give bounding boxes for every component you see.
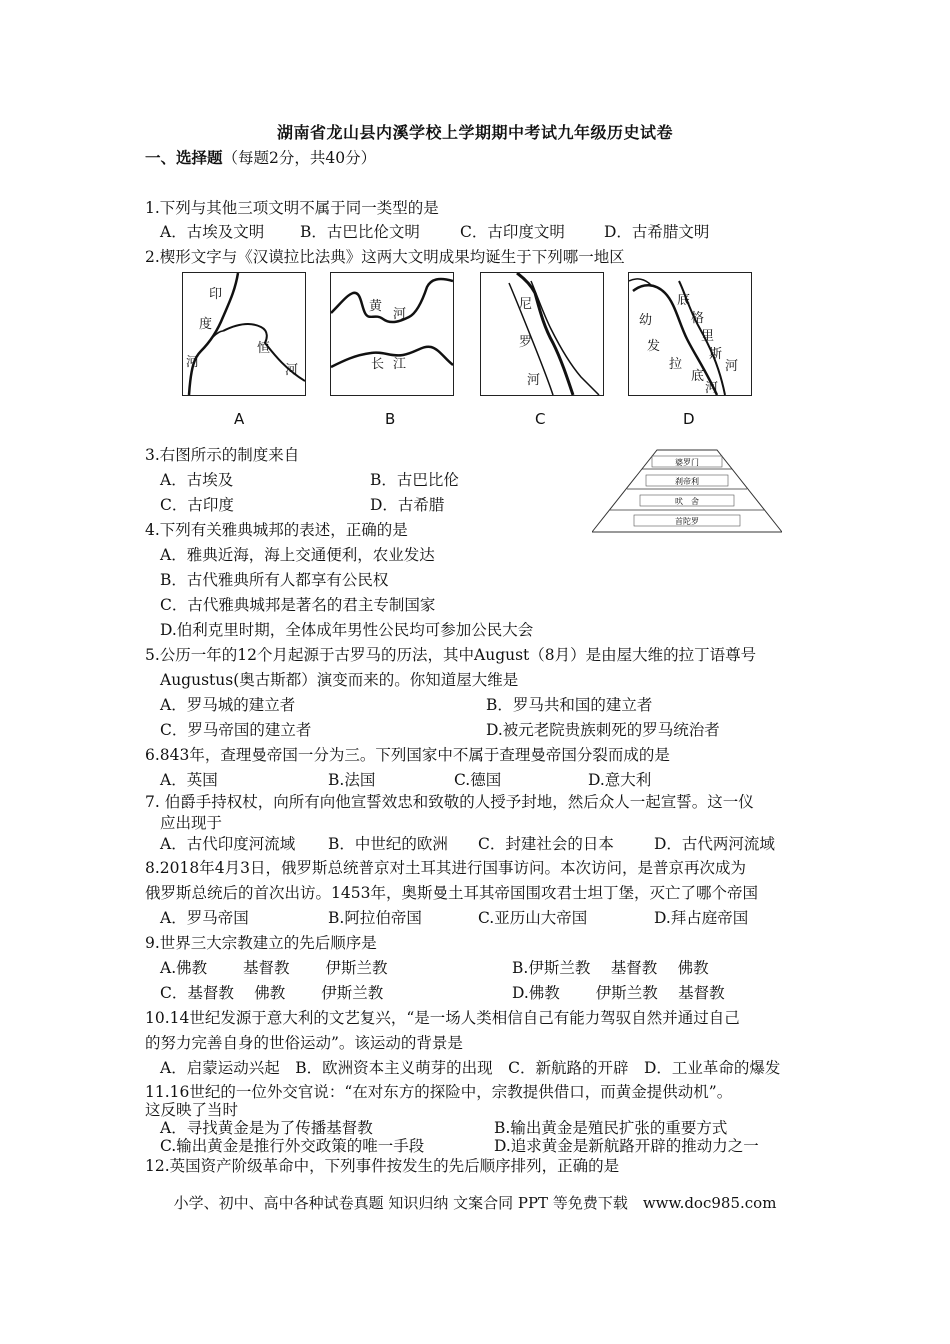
q7-stem-line1: 7. 伯爵手持权杖，向所有向他宣誓效忠和致敬的人授予封地，然后众人一起宣誓。这一仪 bbox=[145, 793, 754, 811]
map-d-label-3: 里 bbox=[701, 329, 715, 344]
q8-stem-line2: 俄罗斯总统后的首次出访。1453年，奥斯曼土耳其帝国围攻君士坦丁堡，灭亡了哪个帝国 bbox=[145, 884, 758, 902]
q4-option-c: C．古代雅典城邦是著名的君主专制国家 bbox=[160, 596, 436, 614]
q7-option-a: A．古代印度河流域 bbox=[160, 835, 296, 853]
q3-option-c: C．古印度 bbox=[160, 496, 234, 514]
q10-options: A．启蒙运动兴起 B．欧洲资本主义萌芽的出现 C．新航路的开辟 D．工业革命的爆发 bbox=[160, 1059, 781, 1077]
map-d-label-5: 河 bbox=[725, 359, 739, 374]
page-footer: 小学、初中、高中各种试卷真题 知识归纳 文案合同 PPT 等免费下载 www.doc985.com bbox=[173, 1194, 777, 1212]
q1-option-b: B．古巴比伦文明 bbox=[300, 223, 420, 241]
map-d-label-4: 斯 bbox=[709, 347, 723, 362]
q6-option-d: D.意大利 bbox=[588, 771, 652, 789]
q12-stem: 12.英国资产阶级革命中，下列事件按发生的先后顺序排列，正确的是 bbox=[145, 1157, 620, 1175]
map-a-label-5: 河 bbox=[285, 363, 299, 378]
q4-stem: 4.下列有关雅典城邦的表述，正确的是 bbox=[145, 521, 408, 539]
pyramid-level-2: 刹帝利 bbox=[675, 477, 699, 486]
map-c-label-1: 尼 bbox=[519, 297, 533, 312]
q8-option-c: C.亚历山大帝国 bbox=[478, 909, 588, 927]
q7-option-c: C．封建社会的日本 bbox=[478, 835, 614, 853]
q11-option-a: A．寻找黄金是为了传播基督教 bbox=[160, 1119, 373, 1137]
map-a-label-2: 度 bbox=[199, 317, 213, 332]
q10-stem-line2: 的努力完善自身的世俗运动”。该运动的背景是 bbox=[145, 1034, 463, 1052]
map-d-label-1: 底 bbox=[677, 293, 691, 308]
map-d-label-10: 河 bbox=[705, 381, 719, 396]
q3-option-b: B．古巴比伦 bbox=[370, 471, 459, 489]
q5-stem-line2: Augustus(奥古斯都）演变而来的。你知道屋大维是 bbox=[160, 671, 519, 689]
map-b-label-1: 黄 bbox=[369, 299, 383, 314]
q9-option-b: B.伊斯兰教 基督教 佛教 bbox=[512, 959, 709, 977]
q6-stem: 6.843年，查理曼帝国一分为三。下列国家中不属于查理曼帝国分裂而成的是 bbox=[145, 746, 670, 764]
map-d-label-8: 拉 bbox=[669, 357, 683, 372]
q4-option-b: B．古代雅典所有人都享有公民权 bbox=[160, 571, 389, 589]
pyramid-level-3: 吠 舍 bbox=[675, 497, 699, 506]
q3-option-d: D．古希腊 bbox=[370, 496, 445, 514]
section-label: 一、选择题 bbox=[145, 148, 223, 167]
q5-option-b: B．罗马共和国的建立者 bbox=[486, 696, 653, 714]
q8-option-a: A．罗马帝国 bbox=[160, 909, 249, 927]
q9-stem: 9.世界三大宗教建立的先后顺序是 bbox=[145, 934, 377, 952]
map-c-river-icon bbox=[481, 273, 603, 395]
map-d bbox=[628, 272, 752, 396]
q5-option-c: C．罗马帝国的建立者 bbox=[160, 721, 312, 739]
map-b-label-2: 河 bbox=[393, 307, 407, 322]
map-a-label-3: 河 bbox=[186, 355, 200, 370]
q11-option-c: C.输出黄金是推行外交政策的唯一手段 bbox=[160, 1137, 425, 1155]
page-title: 湖南省龙山县内溪学校上学期期中考试九年级历史试卷 bbox=[276, 123, 673, 142]
q2-maps bbox=[180, 272, 760, 432]
map-d-letter: D bbox=[683, 410, 695, 428]
q7-stem-line2: 应出现于 bbox=[160, 814, 223, 832]
map-b-label-3: 长 bbox=[371, 357, 385, 372]
q7-option-d: D．古代两河流域 bbox=[654, 835, 775, 853]
map-a bbox=[182, 272, 306, 396]
q9-option-d: D.佛教 伊斯兰教 基督教 bbox=[512, 984, 725, 1002]
map-b-letter: B bbox=[385, 410, 396, 428]
q8-option-d: D.拜占庭帝国 bbox=[654, 909, 749, 927]
map-c-label-3: 河 bbox=[527, 373, 541, 388]
q10-stem-line1: 10.14世纪发源于意大利的文艺复兴，“是一场人类相信自己有能力驾驭自然并通过自己 bbox=[145, 1009, 740, 1027]
section-note: （每题2分，共40分） bbox=[222, 149, 377, 167]
q11-stem-line1: 11.16世纪的一位外交官说：“在对东方的探险中，宗教提供借口，而黄金提供动机”。 bbox=[145, 1083, 733, 1101]
q1-option-d: D．古希腊文明 bbox=[604, 223, 710, 241]
q1-option-c: C．古印度文明 bbox=[460, 223, 565, 241]
q5-option-d: D.被元老院贵族刺死的罗马统治者 bbox=[486, 721, 720, 739]
map-d-label-6: 幼 bbox=[639, 313, 653, 328]
map-d-label-9: 底 bbox=[691, 369, 705, 384]
map-a-letter: A bbox=[234, 410, 245, 428]
map-b bbox=[330, 272, 454, 396]
map-a-label-4: 恒 bbox=[257, 341, 271, 356]
map-a-label-1: 印 bbox=[209, 287, 223, 302]
section-heading bbox=[145, 148, 376, 168]
q6-option-a: A．英国 bbox=[160, 771, 218, 789]
map-b-label-4: 江 bbox=[393, 357, 407, 372]
q1-stem: 1.下列与其他三项文明不属于同一类型的是 bbox=[145, 199, 439, 217]
caste-pyramid bbox=[592, 448, 782, 534]
map-c bbox=[480, 272, 604, 396]
map-c-label-2: 罗 bbox=[519, 335, 533, 350]
q11-option-b: B.输出黄金是殖民扩张的重要方式 bbox=[494, 1119, 728, 1137]
q7-option-b: B．中世纪的欧洲 bbox=[328, 835, 448, 853]
q5-option-a: A．罗马城的建立者 bbox=[160, 696, 296, 714]
q8-option-b: B.阿拉伯帝国 bbox=[328, 909, 422, 927]
q1-option-a: A．古埃及文明 bbox=[160, 223, 265, 241]
q9-option-a: A.佛教 基督教 伊斯兰教 bbox=[160, 959, 388, 977]
q8-stem-line1: 8.2018年4月3日，俄罗斯总统普京对土耳其进行国事访问。本次访问，是普京再次成为 bbox=[145, 859, 746, 877]
pyramid-level-1: 婆罗门 bbox=[675, 458, 699, 467]
map-d-label-7: 发 bbox=[647, 339, 661, 354]
map-b-river-icon bbox=[331, 273, 453, 395]
q9-option-c: C．基督教 佛教 伊斯兰教 bbox=[160, 984, 384, 1002]
q6-option-c: C.德国 bbox=[454, 771, 502, 789]
q6-option-b: B.法国 bbox=[328, 771, 376, 789]
map-d-label-2: 格 bbox=[691, 311, 705, 326]
q4-option-d: D.伯利克里时期，全体成年男性公民均可参加公民大会 bbox=[160, 621, 534, 639]
q2-stem: 2.楔形文字与《汉谟拉比法典》这两大文明成果均诞生于下列哪一地区 bbox=[145, 248, 625, 266]
q5-stem-line1: 5.公历一年的12个月起源于古罗马的历法，其中August（8月）是由屋大维的拉丁语尊号 bbox=[145, 646, 757, 664]
q11-stem-line2: 这反映了当时 bbox=[145, 1101, 239, 1119]
pyramid-level-4: 首陀罗 bbox=[675, 517, 699, 526]
q4-option-a: A．雅典近海，海上交通便利，农业发达 bbox=[160, 546, 435, 564]
q11-option-d: D.追求黄金是新航路开辟的推动力之一 bbox=[494, 1137, 759, 1155]
q3-option-a: A．古埃及 bbox=[160, 471, 234, 489]
map-c-letter: C bbox=[535, 410, 546, 428]
q3-stem: 3.右图所示的制度来自 bbox=[145, 446, 300, 464]
